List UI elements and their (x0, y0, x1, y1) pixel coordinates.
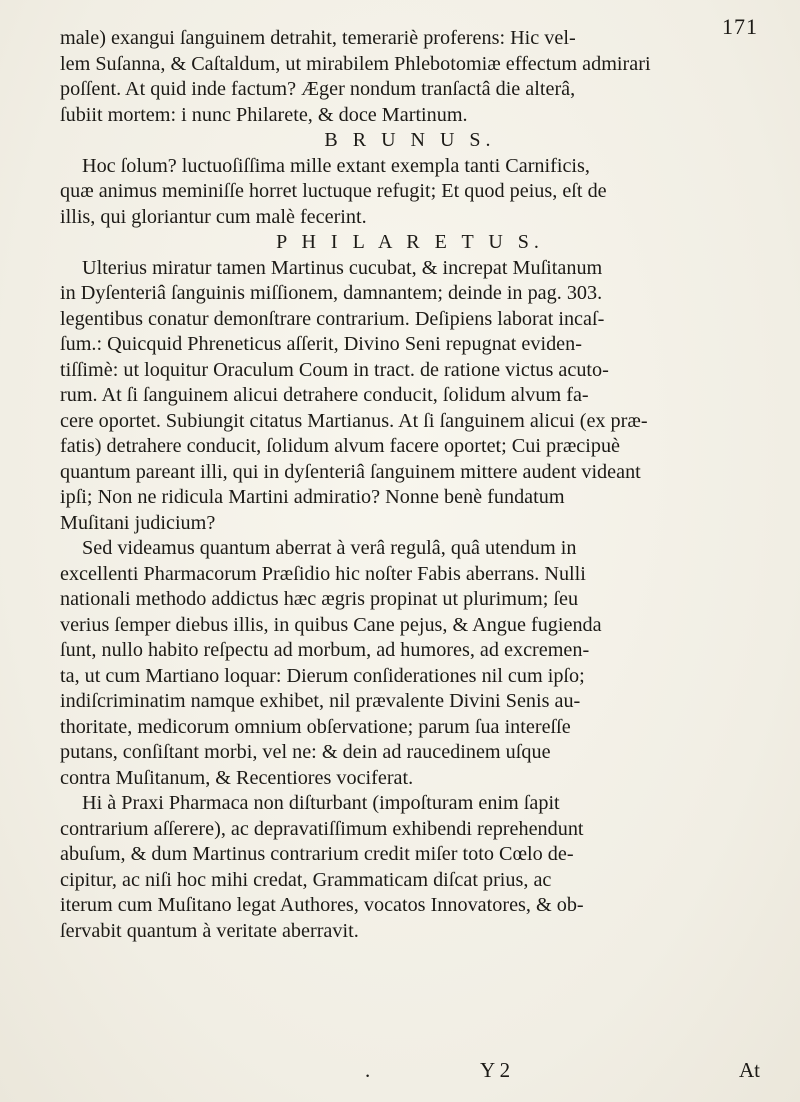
text-line: Hoc ſolum? luctuoſiſſima mille extant exempla tanti Carnificis, (82, 154, 590, 177)
text-line: lem Suſanna, & Caſtaldum, ut mirabilem Phlebotomiæ effectum admirari (60, 52, 651, 75)
text-line: nationali methodo addictus hæc ægris propinat ut plurimum; ſeu (60, 588, 579, 610)
signature-mark: Y 2 (480, 1058, 511, 1082)
text-line: fatis) detrahere conducit, ſolidum alvum facere oportet; Cui præcipuè (60, 435, 621, 457)
text-line: cere oportet. Subiungit citatus Martianus. At ſi ſanguinem alicui (ex præ- (60, 409, 648, 432)
page-number: 171 (722, 14, 758, 39)
text-line: excellenti Pharmacorum Præſidio hic noſter Fabis aberrans. Nulli (60, 562, 586, 585)
text-line: abuſum, & dum Martinus contrarium credit miſer toto Cœlo de- (60, 843, 574, 865)
catchword: At (739, 1058, 760, 1082)
text-line: quæ animus meminiſſe horret luctuque refugit; Et quod peius, eſt de (60, 180, 607, 202)
text-line: ſervabit quantum à veritate aberravit. (60, 919, 359, 942)
text-line: indiſcriminatim namque exhibet, nil prævalente Divini Senis au- (60, 690, 581, 712)
footer-dot: . (365, 1058, 371, 1082)
text-line: tiſſimè: ut loquitur Oraculum Coum in tract. de ratione victus acuto- (60, 358, 609, 381)
text-line: putans, conſiſtant morbi, vel ne: & dein ad raucedinem uſque (60, 741, 551, 763)
text-line: ta, ut cum Martiano loquar: Dierum conſiderationes nil cum ipſo; (60, 664, 585, 687)
text-line: ſum.: Quicquid Phreneticus aſſerit, Divino Seni repugnat eviden- (60, 333, 582, 355)
text-line: Sed videamus quantum aberrat à verâ regulâ, quâ utendum in (82, 537, 577, 559)
text-line: ipſi; Non ne ridicula Martini admiratio? Nonne benè fundatum (60, 486, 565, 508)
speaker-heading: P H I L A R E T U S. (276, 231, 544, 253)
text-line: cipitur, ac niſi hoc mihi credat, Grammaticam diſcat prius, ac (60, 868, 552, 891)
text-line: poſſent. At quid inde factum? Æger nondum tranſactâ die alterâ, (60, 78, 576, 100)
text-line: quantum pareant illi, qui in dyſenteriâ ſanguinem mittere audent videant (60, 460, 641, 483)
text-line: verius ſemper diebus illis, in quibus Cane pejus, & Angue fugienda (60, 613, 602, 636)
text-line: Ulterius miratur tamen Martinus cucubat, & increpat Muſitanum (82, 256, 603, 279)
text-line: ſunt, nullo habito reſpectu ad morbum, ad humores, ad excremen- (60, 639, 590, 661)
text-line: illis, qui gloriantur cum malè fecerint. (60, 205, 367, 228)
text-body (60, 12, 760, 944)
speaker-heading: B R U N U S. (324, 129, 496, 151)
text-line: ſubiit mortem: i nunc Philarete, & doce Martinum. (60, 103, 468, 126)
text-line: Hi à Praxi Pharmaca non diſturbant (impoſturam enim ſapit (82, 792, 560, 814)
text-line: rum. At ſi ſanguinem alicui detrahere conducit, ſolidum alvum fa- (60, 384, 589, 406)
text-line: iterum cum Muſitano legat Authores, vocatos Innovatores, & ob- (60, 894, 584, 916)
text-line: in Dyſenteriâ ſanguinis miſſionem, damnantem; deinde in pag. 303. (60, 282, 603, 304)
text-line: contrarium aſſerere), ac depravatiſſimum exhibendi reprehendunt (60, 817, 584, 840)
text-line: male) exangui ſanguinem detrahit, temerariè proferens: Hic vel- (60, 27, 576, 49)
page-footer (60, 1058, 760, 1088)
text-line: legentibus conatur demonſtrare contrarium. Deſipiens laborat incaſ- (60, 307, 605, 330)
text-line: Muſitani judicium? (60, 511, 216, 534)
text-line: contra Muſitanum, & Recentiores vociferat. (60, 766, 414, 789)
text-line: thoritate, medicorum omnium obſervatione; parum ſua intereſſe (60, 715, 571, 738)
